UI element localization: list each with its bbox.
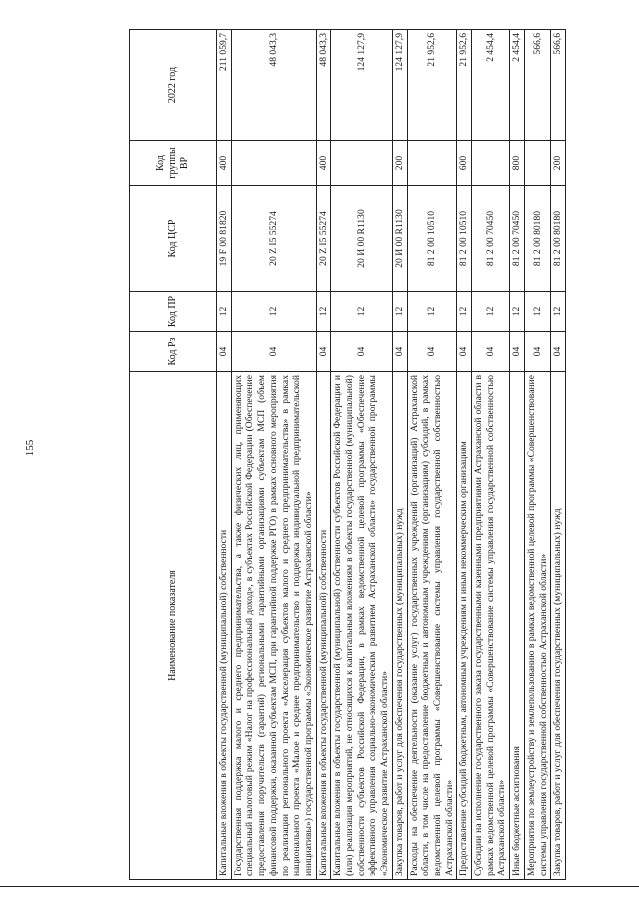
- budget-table: [129, 29, 566, 880]
- cell-name: Государственная поддержка малого и среднего предпринимательства, а также физических лиц, применяющих специальный налоговый режим «Налог на профессиональный доход», в субъектах Российской Федерации (Обеспечение предоставления поручительств (гарантий) региональными гарантийными организациями субъектам МСП (объем финансовой поддержки, оказанной субъектам МСП, при гарантийной поддержке РГО) в рамках основного мероприятия по реализации регионального проекта «Акселерация субъектов малого и среднего предпринимательства» в рамках национального проекта «Малое и среднее предпринимательство и поддержка индивидуальной предпринимательской инициативы») государственной программы «Экономическое развитие Астраханской области»: [231, 372, 316, 880]
- cell-csr: 81 2 00 80180: [551, 186, 566, 292]
- cell-vr: [331, 141, 393, 186]
- cell-name: Капитальные вложения в объекты государственной (муниципальной) собственности: [316, 372, 331, 880]
- cell-pr: 12: [217, 292, 232, 332]
- cell-name: Закупка товаров, работ и услуг для обеспечения государственных (муниципальных) нужд: [551, 372, 566, 880]
- cell-value: 2 454,4: [472, 30, 510, 141]
- cell-name: Иные бюджетные ассигнования: [510, 372, 525, 880]
- table-row: [457, 30, 472, 880]
- table-row: [217, 30, 232, 880]
- cell-csr: 20 Z I5 55274: [316, 186, 331, 292]
- header-csr: Код ЦСР: [130, 186, 217, 292]
- cell-pr: 12: [524, 292, 550, 332]
- cell-name: Капитальные вложения в объекты государственной (муниципальной) собственности субъектов Российской Федерации и (или) реализация мероприятий, не относящихся к капитальным вложениям в объекты государственной (муниципальной) собственности субъектов Российской Федерации, в рамках ведомственной целевой программы «Обеспечение эффективного управления социально-экономическим развитием Астраханской области» государственной программы «Экономическое развитие Астраханской области»: [331, 372, 393, 880]
- cell-csr: 19 F 00 81820: [217, 186, 232, 292]
- cell-rz: 04: [231, 332, 316, 372]
- cell-name: Расходы на обеспечение деятельности (оказание услуг) государственных учреждений (организаций) Астраханской области, в том числе на предоставление бюджетным и автономным учреждениям (организациям) субсидий, в рамках ведомственной целевой программы «Совершенствование системы управления государственной собственностью Астраханской области»: [407, 372, 457, 880]
- cell-pr: 12: [407, 292, 457, 332]
- cell-name: Субсидии на исполнение государственного заказа государственными казенными предприятиями Астраханской области в рамках ведомственной целевой программы «Совершенствование системы управления государственной собственностью Астраханской области»: [472, 372, 510, 880]
- header-vr: Код группы ВР: [130, 141, 217, 186]
- cell-rz: 04: [316, 332, 331, 372]
- cell-rz: 04: [331, 332, 393, 372]
- cell-pr: 12: [551, 292, 566, 332]
- cell-rz: 04: [457, 332, 472, 372]
- cell-rz: 04: [510, 332, 525, 372]
- cell-csr: 81 2 00 80180: [524, 186, 550, 292]
- cell-vr: [231, 141, 316, 186]
- table-row: [331, 30, 393, 880]
- cell-csr: 81 2 00 70450: [510, 186, 525, 292]
- cell-csr: 81 2 00 70450: [472, 186, 510, 292]
- cell-value: 124 127,9: [392, 30, 407, 141]
- cell-value: 21 952,6: [407, 30, 457, 141]
- rotated-page-content: [129, 30, 621, 880]
- cell-value: 566,6: [524, 30, 550, 141]
- cell-vr: 600: [457, 141, 472, 186]
- cell-name: Предоставление субсидий бюджетным, автономным учреждениям и иным некоммерческим организациям: [457, 372, 472, 880]
- table-row: [524, 30, 550, 880]
- cell-pr: 12: [510, 292, 525, 332]
- cell-rz: 04: [392, 332, 407, 372]
- table-row: [231, 30, 316, 880]
- cell-rz: 04: [524, 332, 550, 372]
- cell-vr: [407, 141, 457, 186]
- table-row: [551, 30, 566, 880]
- cell-csr: 81 2 00 10510: [457, 186, 472, 292]
- cell-rz: 04: [217, 332, 232, 372]
- bottom-rule: [0, 886, 639, 887]
- cell-pr: 12: [331, 292, 393, 332]
- cell-rz: 04: [407, 332, 457, 372]
- cell-pr: 12: [457, 292, 472, 332]
- cell-csr: 20 И 00 R1130: [331, 186, 393, 292]
- cell-vr: [524, 141, 550, 186]
- cell-value: 21 952,6: [457, 30, 472, 141]
- cell-name: Капитальные вложения в объекты государственной (муниципальной) собственности: [217, 372, 232, 880]
- cell-value: 2 454,4: [510, 30, 525, 141]
- cell-value: 211 059,7: [217, 30, 232, 141]
- cell-csr: 20 Z I5 55274: [231, 186, 316, 292]
- cell-name: Закупка товаров, работ и услуг для обеспечения государственных (муниципальных) нужд: [392, 372, 407, 880]
- table-row: [316, 30, 331, 880]
- cell-pr: 12: [316, 292, 331, 332]
- cell-pr: 12: [231, 292, 316, 332]
- cell-name: Мероприятия по землеустройству и землепользованию в рамках ведомственной целевой программы «Совершенствование системы управления государственной собственностью Астраханской области»: [524, 372, 550, 880]
- cell-value: 566,6: [551, 30, 566, 141]
- header-year: 2022 год: [130, 30, 217, 141]
- cell-value: 48 043,3: [316, 30, 331, 141]
- page-number: 155: [24, 439, 36, 457]
- cell-vr: 400: [217, 141, 232, 186]
- table-row: [392, 30, 407, 880]
- cell-vr: 200: [392, 141, 407, 186]
- table-row: [472, 30, 510, 880]
- cell-vr: [472, 141, 510, 186]
- cell-rz: 04: [472, 332, 510, 372]
- cell-value: 48 043,3: [231, 30, 316, 141]
- cell-value: 124 127,9: [331, 30, 393, 141]
- table-header-row: [130, 30, 217, 880]
- cell-csr: 20 И 00 R1130: [392, 186, 407, 292]
- cell-pr: 12: [392, 292, 407, 332]
- header-rz: Код Рз: [130, 332, 217, 372]
- cell-vr: 200: [551, 141, 566, 186]
- table-row: [407, 30, 457, 880]
- header-name: Наименование показателя: [130, 372, 217, 880]
- cell-vr: 400: [316, 141, 331, 186]
- cell-vr: 800: [510, 141, 525, 186]
- cell-pr: 12: [472, 292, 510, 332]
- header-pr: Код ПР: [130, 292, 217, 332]
- cell-rz: 04: [551, 332, 566, 372]
- table-body: [217, 30, 566, 880]
- cell-csr: 81 2 00 10510: [407, 186, 457, 292]
- table-row: [510, 30, 525, 880]
